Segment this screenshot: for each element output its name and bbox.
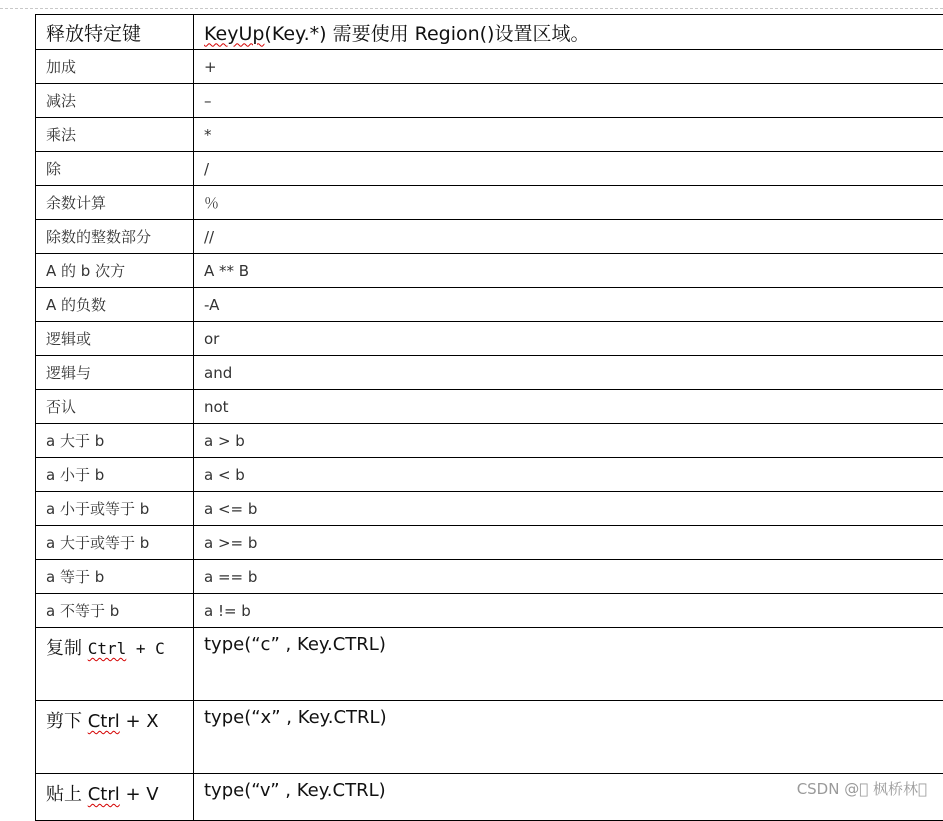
cell-label: 逻辑与	[36, 356, 194, 390]
spellcheck-word: Ctrl	[88, 639, 127, 658]
cell-value: –	[194, 84, 943, 118]
table-row	[36, 152, 943, 186]
cell-value: *	[194, 118, 943, 152]
cell-label: a 不等于 b	[36, 594, 194, 628]
table-row	[36, 186, 943, 220]
cell-label: 余数计算	[36, 186, 194, 220]
table-row	[36, 594, 943, 628]
cell-value: //	[194, 220, 943, 254]
table-row	[36, 50, 943, 84]
cell-label: 否认	[36, 390, 194, 424]
table-row	[36, 84, 943, 118]
cell-label: 剪下 Ctrl + X	[36, 701, 194, 774]
table-row	[36, 356, 943, 390]
cell-label: 除数的整数部分	[36, 220, 194, 254]
cell-label: 逻辑或	[36, 322, 194, 356]
cell-label: a 等于 b	[36, 560, 194, 594]
cell-value: a != b	[194, 594, 943, 628]
csdn-watermark: CSDN @  枫桥林 	[795, 777, 929, 800]
table-row	[36, 118, 943, 152]
page-top-rule	[0, 8, 943, 9]
table-row	[36, 288, 943, 322]
cell-label: 乘法	[36, 118, 194, 152]
cell-value: ％	[194, 186, 943, 220]
cell-value: type(“x” , Key.CTRL)	[194, 701, 943, 774]
cell-value: A ** B	[194, 254, 943, 288]
table-row	[36, 492, 943, 526]
cell-value: +	[194, 50, 943, 84]
cell-label: a 大于或等于 b	[36, 526, 194, 560]
cell-value: and	[194, 356, 943, 390]
cell-label: A 的 b 次方	[36, 254, 194, 288]
cell-value: a < b	[194, 458, 943, 492]
table-row-copy-shortcut	[36, 628, 943, 701]
spellcheck-word: Ctrl	[88, 784, 120, 805]
cell-label: 释放特定键	[36, 15, 194, 50]
spellcheck-word: KeyUp	[204, 23, 264, 45]
cell-value: -A	[194, 288, 943, 322]
cell-label: 除	[36, 152, 194, 186]
cell-value: or	[194, 322, 943, 356]
cell-value: KeyUp(Key.*) 需要使用 Region()设置区域。	[194, 15, 943, 50]
table-row-cut-shortcut	[36, 701, 943, 774]
cell-label: a 小于或等于 b	[36, 492, 194, 526]
cell-label: a 小于 b	[36, 458, 194, 492]
cell-label: 减法	[36, 84, 194, 118]
cell-value: a == b	[194, 560, 943, 594]
table-row	[36, 560, 943, 594]
table-row	[36, 458, 943, 492]
cell-value: a <= b	[194, 492, 943, 526]
cell-value: type(“c” , Key.CTRL)	[194, 628, 943, 701]
table-row	[36, 254, 943, 288]
table-row	[36, 526, 943, 560]
cell-label: 加成	[36, 50, 194, 84]
cell-value: a >= b	[194, 526, 943, 560]
table-row	[36, 220, 943, 254]
spellcheck-word: Ctrl	[88, 711, 120, 732]
cell-value: a > b	[194, 424, 943, 458]
table-row	[36, 322, 943, 356]
cell-label: 贴上 Ctrl + V	[36, 774, 194, 821]
table-row	[36, 424, 943, 458]
cell-label: A 的负数	[36, 288, 194, 322]
operators-table	[35, 14, 943, 821]
cell-value: /	[194, 152, 943, 186]
cell-value: type(“v” , Key.CTRL)	[194, 774, 943, 821]
table-row	[36, 390, 943, 424]
cell-value: not	[194, 390, 943, 424]
cell-label: 复制 Ctrl + C	[36, 628, 194, 701]
table-row-release-key	[36, 15, 943, 50]
cell-label: a 大于 b	[36, 424, 194, 458]
